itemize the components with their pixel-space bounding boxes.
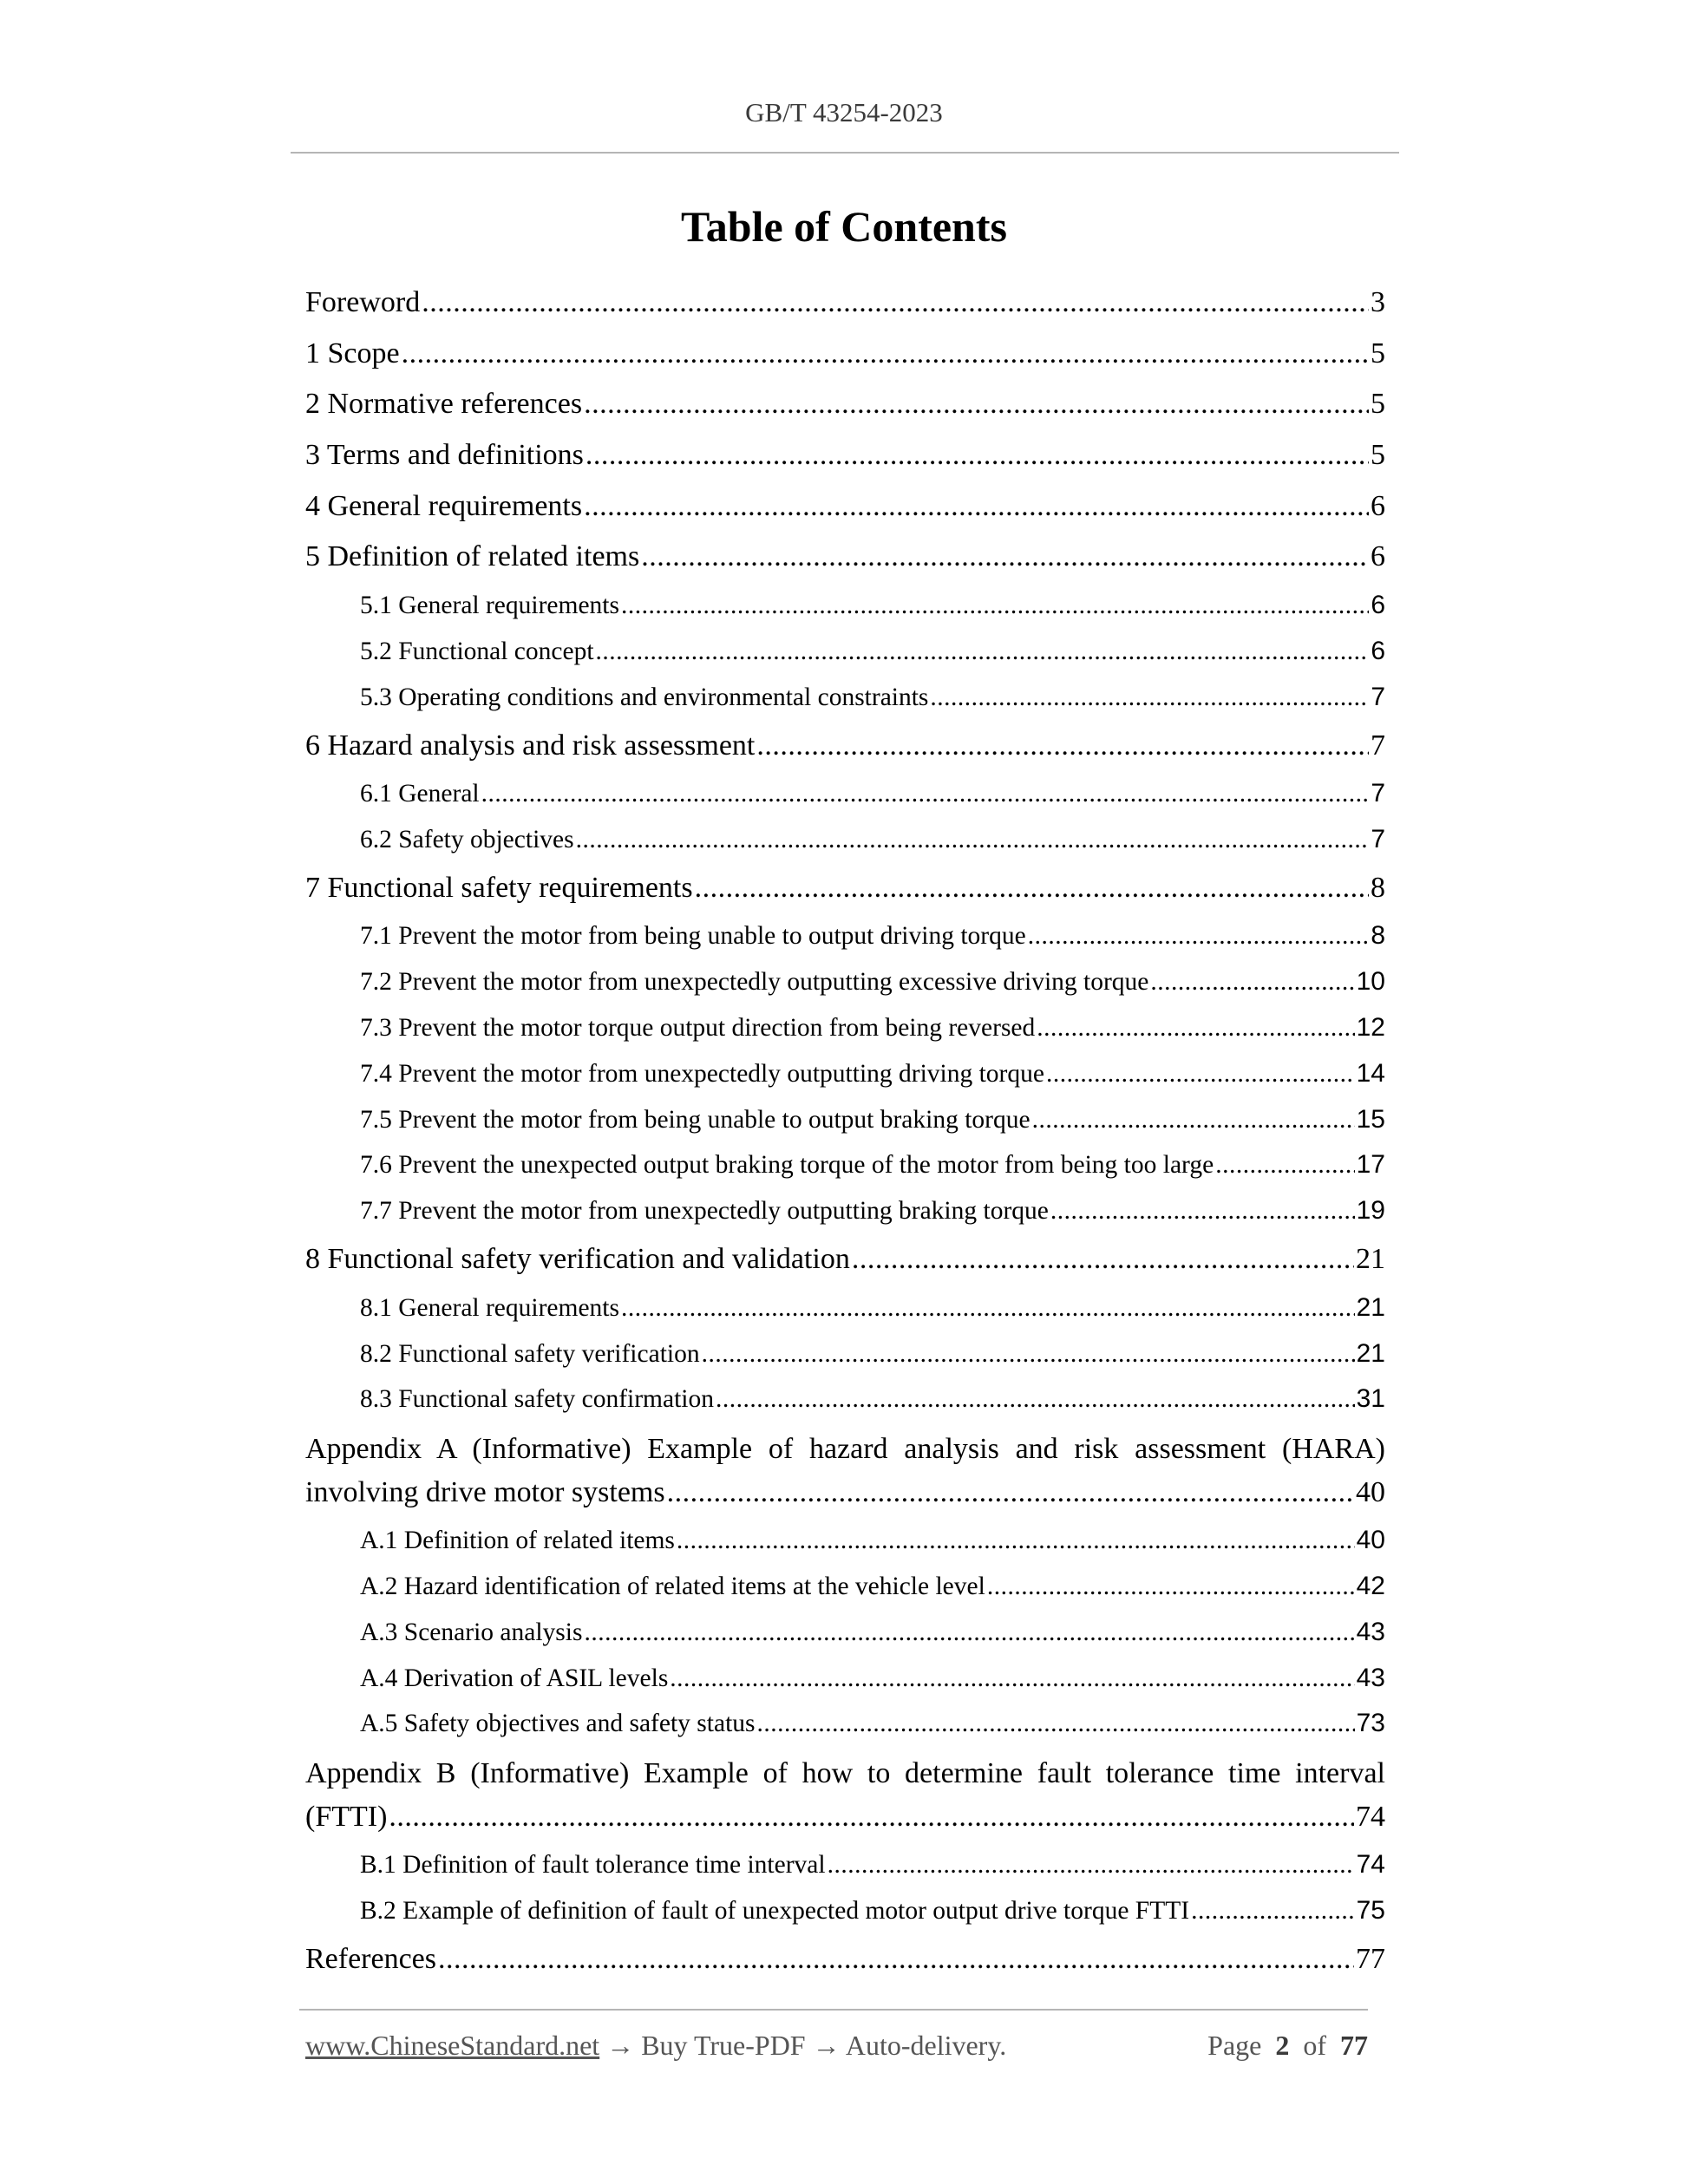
toc-entry-title: 2 Normative references bbox=[305, 388, 583, 421]
toc-leader-dots bbox=[641, 532, 1369, 583]
toc-entry-verification-validation[interactable] bbox=[305, 1234, 1385, 1285]
toc-leader-dots bbox=[584, 379, 1369, 430]
toc-entry-foreword[interactable] bbox=[305, 278, 1385, 329]
toc-subentry-7-3[interactable] bbox=[305, 1005, 1385, 1051]
toc-entry-page: 42 bbox=[1356, 1571, 1385, 1600]
toc-entry-title: 7.4 Prevent the motor from unexpectedly outputting driving torque bbox=[360, 1059, 1044, 1088]
toc-entry-line2 bbox=[305, 1795, 1385, 1839]
total-pages: 77 bbox=[1340, 2030, 1368, 2061]
toc-entry-page: 77 bbox=[1356, 1942, 1385, 1975]
toc-entry-page: 74 bbox=[1356, 1850, 1385, 1880]
toc-entry-title: 6 Hazard analysis and risk assessment bbox=[305, 729, 756, 762]
toc-subentry-8-1[interactable] bbox=[305, 1285, 1385, 1331]
toc-entry-page: 7 bbox=[1371, 682, 1385, 711]
toc-leader-dots bbox=[586, 430, 1369, 481]
toc-entry-page: 74 bbox=[1356, 1801, 1385, 1834]
toc-entry-page: 21 bbox=[1356, 1292, 1385, 1322]
toc-entry-terms-definitions[interactable] bbox=[305, 430, 1385, 481]
toc-entry-title: A.3 Scenario analysis bbox=[360, 1618, 583, 1646]
toc-entry-title: A.4 Derivation of ASIL levels bbox=[360, 1664, 669, 1692]
toc-subentry-8-3[interactable] bbox=[305, 1376, 1385, 1422]
toc-entry-page: 7 bbox=[1371, 779, 1385, 808]
toc-entry-page: 8 bbox=[1371, 871, 1385, 904]
header-divider bbox=[291, 152, 1399, 154]
toc-leader-dots bbox=[702, 1331, 1355, 1377]
toc-entry-title-line2: (FTTI) bbox=[305, 1801, 388, 1834]
toc-leader-dots bbox=[1037, 1005, 1354, 1051]
toc-leader-dots bbox=[584, 481, 1369, 533]
toc-entry-page: 7 bbox=[1371, 825, 1385, 853]
toc-subentry-6-1[interactable] bbox=[305, 771, 1385, 817]
toc-entry-title: 7.7 Prevent the motor from unexpectedly outputting braking torque bbox=[360, 1197, 1049, 1226]
toc-entry-title: 7 Functional safety requirements bbox=[305, 871, 693, 904]
toc-entry-title: 5 Definition of related items bbox=[305, 540, 640, 573]
toc-leader-dots bbox=[621, 1285, 1355, 1331]
toc-entry-page: 40 bbox=[1356, 1476, 1385, 1509]
toc-subentry-7-2[interactable] bbox=[305, 959, 1385, 1005]
toc-leader-dots bbox=[1046, 1051, 1355, 1097]
toc-leader-dots bbox=[670, 1656, 1354, 1702]
toc-leader-dots bbox=[438, 1934, 1354, 1985]
toc-leader-dots bbox=[584, 1610, 1354, 1656]
toc-leader-dots bbox=[402, 329, 1369, 380]
toc-leader-dots bbox=[621, 583, 1369, 629]
toc-entry-page: 7 bbox=[1371, 729, 1385, 762]
toc-entry-page: 21 bbox=[1356, 1243, 1385, 1276]
arrow-right-icon: → bbox=[812, 2030, 841, 2061]
toc-entry-page: 19 bbox=[1356, 1196, 1385, 1226]
table-of-contents bbox=[305, 278, 1385, 1985]
current-page-number: 2 bbox=[1275, 2030, 1290, 2061]
toc-entry-functional-safety-requirements[interactable] bbox=[305, 863, 1385, 914]
toc-entry-page: 14 bbox=[1356, 1058, 1385, 1088]
footer-promo bbox=[305, 2030, 1006, 2062]
toc-leader-dots bbox=[1150, 959, 1354, 1005]
toc-entry-page: 3 bbox=[1371, 286, 1385, 318]
of-label: of bbox=[1303, 2030, 1326, 2061]
toc-entry-title: 8.3 Functional safety confirmation bbox=[360, 1385, 714, 1414]
toc-entry-page: 5 bbox=[1371, 439, 1385, 472]
toc-entry-page: 31 bbox=[1356, 1384, 1385, 1414]
toc-entry-title-line1: Appendix B (Informative) Example of how to determine fault tolerance time interval bbox=[305, 1757, 1385, 1790]
toc-subentry-b-1[interactable] bbox=[305, 1842, 1385, 1888]
page-footer bbox=[305, 2030, 1368, 2068]
toc-subentry-a-3[interactable] bbox=[305, 1610, 1385, 1656]
toc-entry-title: 8 Functional safety verification and validation bbox=[305, 1243, 850, 1276]
toc-entry-title: 3 Terms and definitions bbox=[305, 439, 584, 472]
document-code-header: GB/T 43254-2023 bbox=[745, 97, 943, 128]
toc-leader-dots bbox=[389, 1795, 1354, 1839]
toc-leader-dots bbox=[667, 1471, 1354, 1514]
toc-subentry-5-3[interactable] bbox=[305, 675, 1385, 721]
toc-subentry-8-2[interactable] bbox=[305, 1331, 1385, 1377]
toc-leader-dots bbox=[422, 278, 1369, 329]
toc-entry-title: 8.2 Functional safety verification bbox=[360, 1339, 700, 1368]
toc-leader-dots bbox=[756, 721, 1369, 772]
toc-entry-title: 7.2 Prevent the motor from unexpectedly outputting excessive driving torque bbox=[360, 968, 1149, 997]
toc-entry-page: 43 bbox=[1356, 1617, 1385, 1646]
toc-subentry-7-1[interactable] bbox=[305, 913, 1385, 959]
toc-subentry-5-2[interactable] bbox=[305, 629, 1385, 675]
toc-leader-dots bbox=[930, 675, 1369, 721]
toc-entry-title-line2: involving drive motor systems bbox=[305, 1476, 665, 1509]
toc-subentry-7-5[interactable] bbox=[305, 1097, 1385, 1143]
toc-leader-dots bbox=[1215, 1142, 1354, 1188]
toc-entry-appendix-b[interactable] bbox=[305, 1752, 1385, 1839]
toc-subentry-a-5[interactable] bbox=[305, 1701, 1385, 1747]
toc-entry-title: 7.3 Prevent the motor torque output direction from being reversed bbox=[360, 1014, 1036, 1043]
toc-entry-title: 5.2 Functional concept bbox=[360, 637, 594, 665]
toc-entry-title: Foreword bbox=[305, 286, 421, 318]
toc-entry-page: 6 bbox=[1371, 636, 1385, 665]
toc-leader-dots bbox=[576, 817, 1370, 863]
toc-entry-title: 7.1 Prevent the motor from being unable to output driving torque bbox=[360, 922, 1026, 951]
toc-leader-dots bbox=[1028, 913, 1370, 959]
toc-entry-definition-related-items[interactable] bbox=[305, 532, 1385, 583]
toc-entry-page: 75 bbox=[1356, 1895, 1385, 1925]
toc-entry-page: 17 bbox=[1356, 1150, 1385, 1180]
toc-leader-dots bbox=[677, 1518, 1355, 1564]
toc-subentry-7-4[interactable] bbox=[305, 1051, 1385, 1097]
toc-leader-dots bbox=[987, 1564, 1355, 1610]
toc-leader-dots bbox=[596, 629, 1370, 675]
toc-entry-page: 10 bbox=[1356, 967, 1385, 997]
toc-subentry-a-1[interactable] bbox=[305, 1518, 1385, 1564]
toc-entry-page: 6 bbox=[1371, 540, 1385, 573]
toc-entry-page: 43 bbox=[1356, 1663, 1385, 1692]
toc-entry-title: 1 Scope bbox=[305, 337, 400, 369]
toc-entry-page: 6 bbox=[1371, 591, 1385, 620]
toc-entry-scope[interactable] bbox=[305, 329, 1385, 380]
toc-subentry-b-2[interactable] bbox=[305, 1888, 1385, 1934]
toc-entry-page: 21 bbox=[1356, 1338, 1385, 1368]
toc-entry-page: 8 bbox=[1371, 921, 1385, 951]
toc-subentry-a-4[interactable] bbox=[305, 1656, 1385, 1702]
page-counter bbox=[1207, 2030, 1368, 2062]
toc-entry-references[interactable] bbox=[305, 1934, 1385, 1985]
toc-leader-dots bbox=[757, 1701, 1355, 1747]
toc-entry-title: References bbox=[305, 1942, 437, 1975]
toc-leader-dots bbox=[1050, 1188, 1355, 1234]
toc-subentry-a-2[interactable] bbox=[305, 1564, 1385, 1610]
toc-subentry-7-6[interactable] bbox=[305, 1142, 1385, 1188]
toc-entry-title: B.2 Example of definition of fault of unexpected motor output drive torque FTTI bbox=[360, 1896, 1190, 1925]
toc-entry-title: B.1 Definition of fault tolerance time interval bbox=[360, 1851, 826, 1880]
toc-entry-page: 73 bbox=[1356, 1709, 1385, 1738]
footer-divider bbox=[299, 2009, 1368, 2011]
toc-entry-page: 6 bbox=[1371, 489, 1385, 522]
page-label: Page bbox=[1207, 2030, 1262, 2061]
toc-entry-page: 12 bbox=[1356, 1013, 1385, 1043]
toc-entry-title: 5.1 General requirements bbox=[360, 592, 619, 620]
toc-title: Table of Contents bbox=[681, 202, 1007, 251]
toc-entry-normative-references[interactable] bbox=[305, 379, 1385, 430]
toc-entry-line2 bbox=[305, 1471, 1385, 1514]
toc-entry-page: 5 bbox=[1371, 337, 1385, 369]
toc-leader-dots bbox=[828, 1842, 1355, 1888]
toc-leader-dots bbox=[1191, 1888, 1355, 1934]
toc-entry-title: 6.1 General bbox=[360, 780, 480, 808]
toc-entry-title: 5.3 Operating conditions and environmental constraints bbox=[360, 683, 929, 711]
toc-entry-title: 4 General requirements bbox=[305, 489, 583, 522]
toc-subentry-5-1[interactable] bbox=[305, 583, 1385, 629]
toc-entry-title: 7.5 Prevent the motor from being unable to output braking torque bbox=[360, 1105, 1030, 1134]
toc-entry-page: 5 bbox=[1371, 388, 1385, 421]
toc-entry-title: 7.6 Prevent the unexpected output braking torque of the motor from being too large bbox=[360, 1151, 1214, 1180]
arrow-right-icon: → bbox=[606, 2030, 635, 2061]
toc-entry-page: 40 bbox=[1356, 1526, 1385, 1555]
toc-entry-page: 15 bbox=[1356, 1104, 1385, 1134]
toc-leader-dots bbox=[852, 1234, 1354, 1285]
toc-leader-dots bbox=[695, 863, 1369, 914]
toc-subentry-6-2[interactable] bbox=[305, 817, 1385, 863]
toc-subentry-7-7[interactable] bbox=[305, 1188, 1385, 1234]
toc-leader-dots bbox=[481, 771, 1370, 817]
toc-leader-dots bbox=[1032, 1097, 1355, 1143]
toc-entry-appendix-a[interactable] bbox=[305, 1428, 1385, 1514]
toc-entry-title: A.1 Definition of related items bbox=[360, 1527, 675, 1555]
website-link[interactable]: www.ChineseStandard.net bbox=[305, 2030, 600, 2061]
toc-entry-hazard-analysis[interactable] bbox=[305, 721, 1385, 772]
toc-entry-title: A.2 Hazard identification of related items at the vehicle level bbox=[360, 1572, 985, 1600]
toc-entry-title-line1: Appendix A (Informative) Example of hazard analysis and risk assessment (HARA) bbox=[305, 1433, 1385, 1466]
toc-leader-dots bbox=[716, 1376, 1355, 1422]
toc-entry-general-requirements[interactable] bbox=[305, 481, 1385, 533]
toc-entry-title: 8.1 General requirements bbox=[360, 1293, 619, 1322]
buy-true-pdf-text: Buy True-PDF bbox=[641, 2030, 806, 2061]
toc-entry-title: 6.2 Safety objectives bbox=[360, 826, 574, 853]
auto-delivery-text: Auto-delivery. bbox=[845, 2030, 1007, 2061]
toc-entry-title: A.5 Safety objectives and safety status bbox=[360, 1710, 756, 1738]
